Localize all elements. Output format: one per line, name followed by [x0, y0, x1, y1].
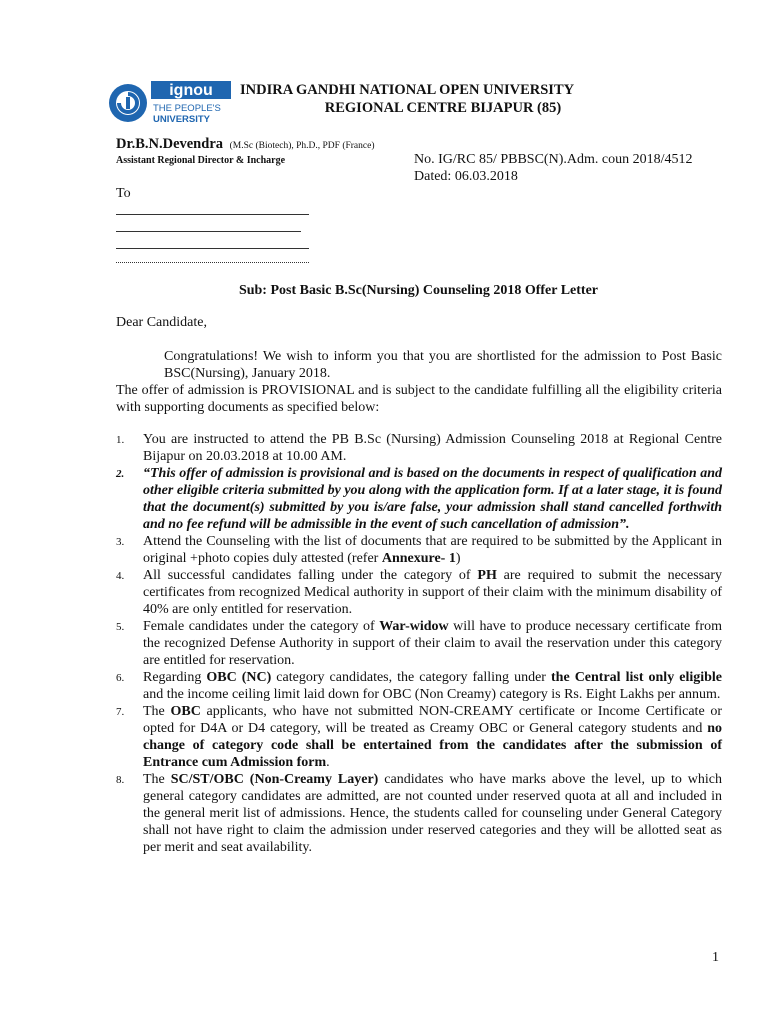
- item-text: You are instructed to attend the PB B.Sc (Nursing) Admission Counseling 2018 at Regional Centre Bijapur on 20.03.2018 at 10.00 AM.: [143, 432, 722, 464]
- list-item: [116, 533, 722, 567]
- item-number: 7.: [116, 706, 125, 718]
- reference-number: No. IG/RC 85/ PBBSC(N).Adm. coun 2018/4512: [414, 152, 693, 167]
- to-label: To: [116, 186, 131, 201]
- list-item: [116, 567, 722, 618]
- page-number: 1: [712, 950, 719, 965]
- item-text: candidates who have marks above the level, up to which general category candidates are admitted, are not counted under reserved quota at all and included in the general merit list of admissions. Hence, the students called for counseling under General Category shall not have right to claim the admission under reserved categories and they will be allotted seat as per merit and seat availability.: [143, 772, 723, 855]
- item-text: The: [143, 704, 171, 719]
- item-text: “This offer of admission is provisional and is based on the documents in respect of qualification and other eligible criteria submitted by you along with the application form. If at a later stage, it is found that the document(s) submitted by you is/are false, your admission shall stand cancelled forthwith and no fee refund will be admissible in the event of such cancellation of admission”.: [143, 466, 722, 532]
- item-text: ): [455, 551, 461, 566]
- officer-qualifications: (M.Sc (Biotech), Ph.D., PDF (France): [229, 141, 375, 151]
- subject-line: Sub: Post Basic B.Sc(Nursing) Counseling 2018 Offer Letter: [238, 283, 599, 298]
- logo-tagline-2: UNIVERSITY: [153, 114, 211, 125]
- item-number: 3.: [116, 536, 125, 548]
- item-text: applicants, who have not submitted NON-CREAMY certificate or Income Certificate or opted for D4A or D4 category, will be treated as Creamy OBC or General category students and: [143, 704, 723, 736]
- item-text-bold: War-widow: [379, 619, 449, 634]
- item-text-bold: OBC: [170, 704, 201, 719]
- item-text: category candidates, the category falling under: [271, 670, 551, 685]
- item-text-bold: PH: [477, 568, 497, 583]
- list-item: [116, 669, 722, 703]
- officer-line: [116, 136, 375, 153]
- list-item: [116, 703, 722, 771]
- intro-text-1: Congratulations! We wish to inform you that you are shortlisted for the admission to Post Basic BSC(Nursing), January 2018.: [164, 349, 722, 381]
- item-number: 4.: [116, 570, 125, 582]
- university-name: INDIRA GANDHI NATIONAL OPEN UNIVERSITY: [240, 82, 575, 98]
- item-text-bold: the Central list only eligible: [551, 670, 722, 685]
- salutation: Dear Candidate,: [116, 315, 207, 330]
- item-number: 6.: [116, 672, 125, 684]
- item-text: The: [143, 772, 171, 787]
- address-line-blank: [116, 248, 309, 249]
- item-number: 1.: [116, 434, 125, 446]
- reference-date: Dated: 06.03.2018: [414, 169, 518, 184]
- reference-block: [414, 151, 692, 185]
- item-text-bold: Annexure- 1: [381, 551, 456, 566]
- address-line-blank: [116, 231, 301, 232]
- logo-tagline-1: THE PEOPLE'S: [153, 103, 221, 114]
- item-text: .: [326, 755, 330, 770]
- item-number: 2.: [116, 468, 125, 480]
- instruction-list: [116, 431, 722, 856]
- item-text: are required to submit the necessary certificates from recognized Medical authority in support of their claim with the minimum disability of 40% are only entitled for reservation.: [143, 568, 722, 617]
- list-item: [116, 771, 722, 856]
- list-item: [116, 431, 722, 465]
- ignou-emblem-icon: [106, 80, 232, 126]
- item-text: Attend the Counseling with the list of documents that are required to be submitted by the Applicant in original +photo copies duly attested (refer: [143, 534, 722, 566]
- item-number: 8.: [116, 774, 125, 786]
- address-line-blank: [116, 262, 309, 263]
- item-text-bold: SC/ST/OBC (Non-Creamy Layer): [170, 772, 379, 787]
- item-text: will have to produce necessary certificate from the recognized Defense Authority in support of their claim to avail the reservation under this category are entitled for reservation.: [143, 619, 722, 668]
- item-text: and the income ceiling limit laid down for OBC (Non Creamy) category is Rs. Eight Lakhs per annum.: [143, 687, 721, 702]
- item-text-bold: OBC (NC): [206, 670, 272, 685]
- logo-wordmark: ignou: [169, 82, 213, 99]
- list-item: [116, 465, 722, 533]
- item-text: All successful candidates falling under the category of: [143, 568, 478, 583]
- intro-paragraph-2: The offer of admission is PROVISIONAL and is subject to the candidate fulfilling all the eligibility criteria with supporting documents as specified below:: [116, 383, 722, 415]
- officer-name: Dr.B.N.Devendra: [116, 136, 224, 152]
- list-item: [116, 618, 722, 669]
- address-line-blank: [116, 214, 309, 215]
- item-text: Regarding: [143, 670, 207, 685]
- ignou-logo: [106, 80, 232, 126]
- letterhead-title: [232, 82, 604, 117]
- item-text-bold: no change of category code shall be entertained from the candidates after the submission of Entrance cum Admission form: [143, 721, 722, 770]
- regional-centre-name: REGIONAL CENTRE BIJAPUR (85): [324, 99, 562, 116]
- intro-paragraph-1: [116, 348, 722, 382]
- officer-designation: Assistant Regional Director & Incharge: [116, 155, 286, 166]
- item-number: 5.: [116, 621, 125, 633]
- item-text: Female candidates under the category of: [143, 619, 380, 634]
